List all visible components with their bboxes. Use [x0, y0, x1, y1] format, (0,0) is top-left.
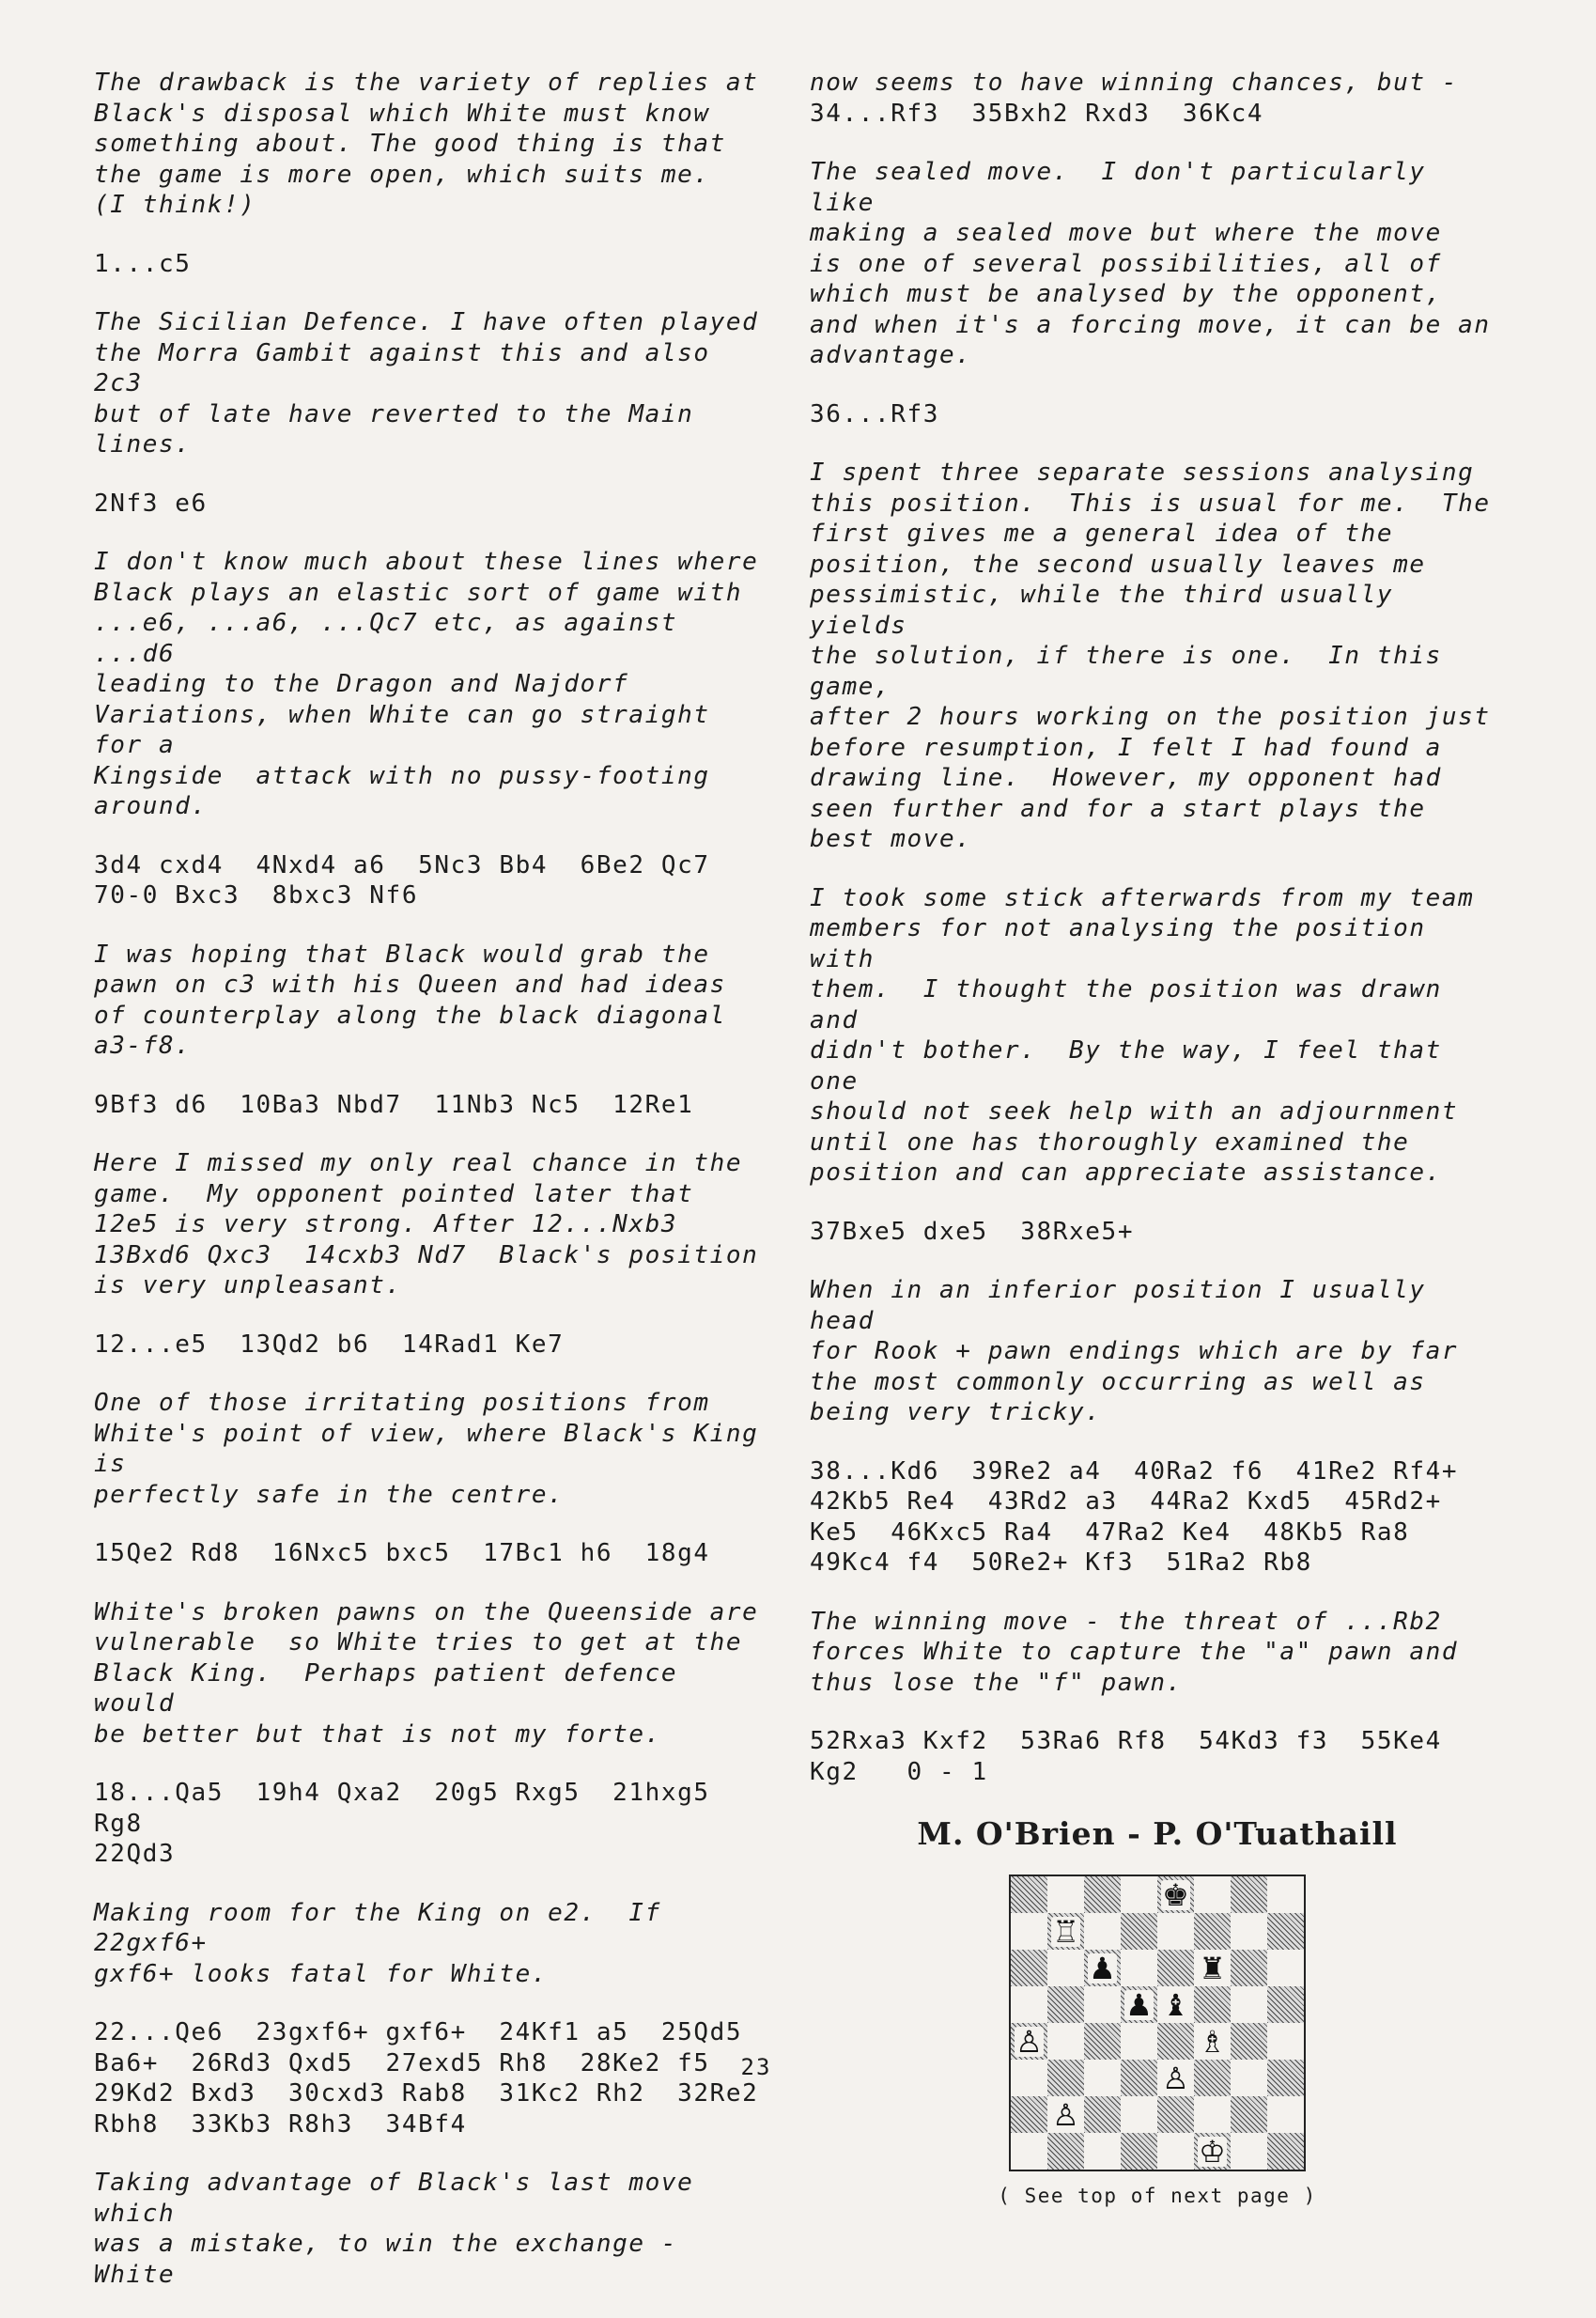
white-pawn-icon: ♙: [1015, 2023, 1043, 2060]
square-a6: [1011, 1950, 1047, 1986]
square-a7: [1011, 1913, 1047, 1950]
left-commentary-10: One of those irritating positions from White's point of view, where Black's King is perfectly safe in the centre.: [94, 1389, 759, 1509]
left-commentary-6: I was hoping that Black would grab the pawn on c3 with his Queen and had ideas of counterplay along the black diagonal a3-f8.: [94, 940, 726, 1060]
right-moves-8: 38...Kd6 39Re2 a4 40Ra2 f6 41Re2 Rf4+ 42Kb5 Re4 43Rd2 a3 44Ra2 Kxd5 45Rd2+ Ke5 46Kxc5 Ra4 47Ra2 Ke4 48Kb5 Ra8 49Kc4 f4 50Re2+ Kf3 51Ra2 Rb8: [810, 1456, 1459, 1577]
square-g5: [1231, 1986, 1267, 2023]
left-commentary-0: The drawback is the variety of replies at Black's disposal which White must know something about. The good thing is that the game is more open, which suits me. (I think!): [94, 69, 759, 219]
black-pawn-icon: ♟: [1089, 1950, 1116, 1986]
left-moves-11: 15Qe2 Rd8 16Nxc5 bxc5 17Bc1 h6 18g4: [94, 1539, 710, 1567]
square-b1: [1047, 2133, 1084, 2170]
black-bishop-icon: ♝: [1162, 1986, 1189, 2023]
square-h7: [1267, 1913, 1304, 1950]
square-h2: [1267, 2096, 1304, 2133]
left-moves-13: 18...Qa5 19h4 Qxa2 20g5 Rxg5 21hxg5 Rg8 22Qd3: [94, 1779, 710, 1868]
left-moves-7: 9Bf3 d6 10Ba3 Nbd7 11Nb3 Nc5 12Re1: [94, 1090, 694, 1119]
left-commentary-12: White's broken pawns on the Queenside are vulnerable so White tries to get at the Black King. Perhaps patient defence would be better but that is not my forte.: [94, 1597, 759, 1749]
square-f7: [1194, 1913, 1231, 1950]
left-commentary-2: The Sicilian Defence. I have often played the Morra Gambit against this and also 2c3 but of late have reverted to the Main lines.: [94, 308, 759, 459]
right-commentary-7: When in an inferior position I usually head for Rook + pawn endings which are by far the most commonly occurring as well as being very tricky.: [810, 1276, 1459, 1426]
right-commentary-4: I spent three separate sessions analysing this position. This is usual for me. The first gives me a general idea of the position, the second usually leaves me pessimistic, while the third usually yields the solution, if there is one. In this game, after 2 hours working on the position just before resumption, I felt I had found a drawing line. However, my opponent had seen further and for a start plays the best move.: [810, 459, 1491, 853]
square-b5: [1047, 1986, 1084, 2023]
square-e2: [1157, 2096, 1194, 2133]
square-h5: [1267, 1986, 1304, 2023]
square-c1: [1084, 2133, 1121, 2170]
right-moves-10: 52Rxa3 Kxf2 53Ra6 Rf8 54Kd3 f3 55Ke4 Kg2 0 - 1: [810, 1727, 1442, 1786]
square-f1: [1194, 2133, 1231, 2170]
chess-diagram: [1009, 1875, 1306, 2171]
right-column-text: [810, 68, 1505, 1787]
square-b2: [1047, 2096, 1084, 2133]
square-h6: [1267, 1950, 1304, 1986]
square-g7: [1231, 1913, 1267, 1950]
white-king-icon: ♔: [1199, 2133, 1226, 2170]
page-number: 23: [740, 2054, 772, 2080]
square-c7: [1084, 1913, 1121, 1950]
right-commentary-0: now seems to have winning chances, but -: [810, 69, 1459, 97]
right-moves-6: 37Bxe5 dxe5 38Rxe5+: [810, 1217, 1135, 1246]
square-g6: [1231, 1950, 1267, 1986]
square-g2: [1231, 2096, 1267, 2133]
square-c5: [1084, 1986, 1121, 2023]
left-commentary-4: I don't know much about these lines where Black plays an elastic sort of game with ...e6, ...a6, ...Qc7 etc, as against ...d6 leading to the Dragon and Najdorf Variations, when White can go straight for a Kingside attack with no pussy-footing around.: [94, 548, 759, 820]
square-b7: [1047, 1913, 1084, 1950]
white-bishop-icon: ♗: [1199, 2023, 1226, 2060]
left-moves-5: 3d4 cxd4 4Nxd4 a6 5Nc3 Bb4 6Be2 Qc7 70-0 Bxc3 8bxc3 Nf6: [94, 850, 710, 910]
left-commentary-8: Here I missed my only real chance in the game. My opponent pointed later that 12e5 is very strong. After 12...Nxb3 13Bxd6 Qxc3 14cxb3 Nd7 Black's position is very unpleasant.: [94, 1149, 759, 1299]
square-d5: [1121, 1986, 1157, 2023]
right-moves-3: 36...Rf3: [810, 399, 940, 428]
square-d2: [1121, 2096, 1157, 2133]
square-e1: [1157, 2133, 1194, 2170]
game-heading: M. O'Brien - P. O'Tuathaill: [917, 1815, 1398, 1852]
square-d1: [1121, 2133, 1157, 2170]
square-c2: [1084, 2096, 1121, 2133]
square-h8: [1267, 1876, 1304, 1913]
square-f5: [1194, 1986, 1231, 2023]
left-commentary-16: Taking advantage of Black's last move which was a mistake, to win the exchange - White: [94, 2169, 694, 2289]
right-commentary-9: The winning move - the threat of ...Rb2 forces White to capture the "a" pawn and thus lose the "f" pawn.: [810, 1607, 1459, 1697]
square-d8: [1121, 1876, 1157, 1913]
square-f8: [1194, 1876, 1231, 1913]
left-commentary-14: Making room for the King on e2. If 22gxf6+ gxf6+ looks fatal for White.: [94, 1898, 661, 1988]
square-d6: [1121, 1950, 1157, 1986]
white-rook-icon: ♖: [1052, 1913, 1079, 1950]
black-pawn-icon: ♟: [1125, 1986, 1153, 2023]
square-c6: [1084, 1950, 1121, 1986]
square-e5: [1157, 1986, 1194, 2023]
right-moves-1: 34...Rf3 35Bxh2 Rxd3 36Kc4: [810, 99, 1264, 128]
square-c8: [1084, 1876, 1121, 1913]
square-a5: [1011, 1986, 1047, 2023]
left-moves-1: 1...c5: [94, 249, 192, 278]
black-king-icon: ♚: [1162, 1876, 1189, 1913]
right-commentary-2: The sealed move. I don't particularly like making a sealed move but where the move is one of several possibilities, all of which must be analysed by the opponent, and when it's a forcing move, it can be an advantage.: [810, 158, 1491, 369]
right-column: [810, 68, 1505, 2207]
square-h1: [1267, 2133, 1304, 2170]
square-g1: [1231, 2133, 1267, 2170]
diagram-caption: ( See top of next page ): [998, 2185, 1317, 2207]
white-pawn-icon: ♙: [1052, 2096, 1079, 2133]
square-b6: [1047, 1950, 1084, 1986]
square-d7: [1121, 1913, 1157, 1950]
square-a2: [1011, 2096, 1047, 2133]
square-b8: [1047, 1876, 1084, 1913]
left-moves-9: 12...e5 13Qd2 b6 14Rad1 Ke7: [94, 1330, 565, 1359]
left-moves-15: 22...Qe6 23gxf6+ gxf6+ 24Kf1 a5 25Qd5 Ba6+ 26Rd3 Qxd5 27exd5 Rh8 28Ke2 f5 29Kd2 Bxd3 30cxd3 Rab8 31Kc2 Rh2 32Re2 Rbh8 33Kb3 R8h3 34Bf4: [94, 2018, 759, 2139]
square-a8: [1011, 1876, 1047, 1913]
square-e6: [1157, 1950, 1194, 1986]
left-moves-3: 2Nf3 e6: [94, 489, 208, 518]
square-a1: [1011, 2133, 1047, 2170]
square-e7: [1157, 1913, 1194, 1950]
right-commentary-5: I took some stick afterwards from my team members for not analysing the position with them. I thought the position was drawn and didn't bother. By the way, I feel that one should not seek help with an adjournment until one has thoroughly examined the position and can appreciate assistance.: [810, 883, 1475, 1187]
square-f2: [1194, 2096, 1231, 2133]
square-g8: [1231, 1876, 1267, 1913]
left-column: [94, 68, 770, 2318]
black-rook-icon: ♜: [1199, 1950, 1226, 1986]
square-f6: [1194, 1950, 1231, 1986]
square-e8: [1157, 1876, 1194, 1913]
white-pawn-icon: ♙: [1162, 2060, 1189, 2096]
chess-diagram-wrapper: [810, 1875, 1505, 2171]
